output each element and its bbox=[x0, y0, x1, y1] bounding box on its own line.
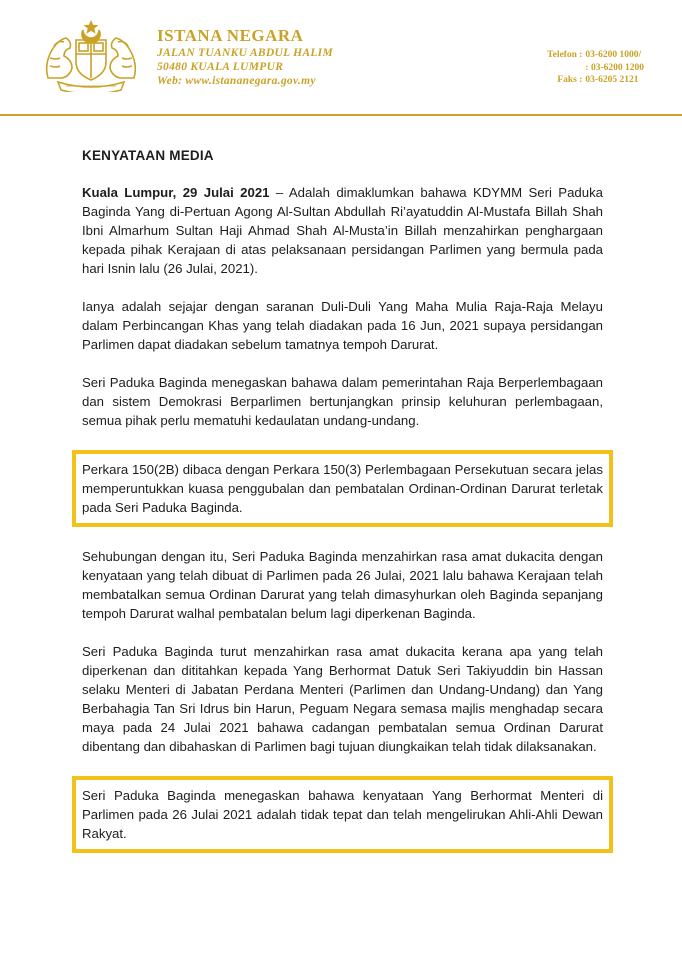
contact-block bbox=[544, 49, 644, 87]
org-name: ISTANA NEGARA bbox=[157, 26, 304, 45]
phone-number-1: 03-6200 1000/ bbox=[585, 50, 642, 60]
website-link[interactable]: Web: www.istananegara.gov.my bbox=[157, 75, 316, 87]
paragraph-5: Sehubungan dengan itu, Seri Paduka Baginda menzahirkan rasa amat dukacita dengan kenyataan yang telah dibuat di Parlimen pada 26 Julai, 2021 lalu bahawa Kerajaan telah membatalkan semua Ordinan Darurat yang telah dimasyhurkan oleh Baginda sepanjang tempoh Darurat walhal pembatalan belum lagi diperkenan Baginda. bbox=[82, 549, 603, 621]
paragraph-3: Seri Paduka Baginda menegaskan bahawa dalam pemerintahan Raja Berperlembagaan dan sistem Demokrasi Berparlimen bertunjangkan prinsip keluhuran perlembagaan, semua pihak perlu mematuhi kedaulatan undang-undang. bbox=[82, 375, 603, 428]
dateline: Kuala Lumpur, 29 Julai 2021 bbox=[82, 185, 270, 200]
org-block bbox=[157, 26, 333, 88]
header-divider bbox=[0, 114, 682, 116]
phone-number-2: : 03-6200 1200 bbox=[585, 62, 644, 73]
fax-number: 03-6205 2121 bbox=[585, 75, 639, 85]
royal-crest-icon bbox=[36, 20, 146, 92]
phone-label: Telefon : bbox=[547, 50, 583, 60]
document-title: KENYATAAN MEDIA bbox=[82, 148, 214, 163]
paragraph-1 bbox=[82, 183, 603, 278]
highlighted-paragraph-7: Seri Paduka Baginda menegaskan bahawa kenyataan Yang Berhormat Menteri di Parlimen pada 26 Julai 2021 adalah tidak tepat dan telah mengelirukan Ahli-Ahli Dewan Rakyat. bbox=[82, 788, 603, 841]
address-line-1: JALAN TUANKU ABDUL HALIM bbox=[157, 47, 333, 59]
paragraph-6: Seri Paduka Baginda turut menzahirkan rasa amat dukacita kerana apa yang telah diperkenan dan dititahkan kepada Yang Berhormat Datuk Seri Takiyuddin bin Hassan selaku Menteri di Jabatan Perdana Menteri (Parlimen dan Undang-Undang) dan Yang Berbahagia Tan Sri Idrus bin Harun, Peguam Negara semasa majlis menghadap secara maya pada 24 Julai 2021 bahawa cadangan pembatalan semua Ordinan Darurat dibentang dan dibahaskan di Parlimen bagi tujuan diungkaikan telah tidak dilaksanakan. bbox=[82, 644, 603, 754]
press-statement bbox=[82, 148, 603, 862]
paragraph-1-text: – Adalah dimaklumkan bahawa KDYMM Seri Paduka Baginda Yang di-Pertuan Agong Al-Sultan Abdullah Ri’ayatuddin Al-Mustafa Billah Shah Ibni Almarhum Sultan Haji Ahmad Shah Al-Musta’in Billah menzahirkan penghargaan kepada pihak Kerajaan di atas pelaksanaan persidangan Parlimen yang bermula pada hari Isnin lalu (26 Julai, 2021). bbox=[82, 185, 604, 276]
highlighted-paragraph-4: Perkara 150(2B) dibaca dengan Perkara 150(3) Perlembagaan Persekutuan secara jelas memperuntukkan kuasa penggubalan dan pembatalan Ordinan-Ordinan Darurat terletak pada Seri Paduka Baginda. bbox=[82, 462, 603, 515]
letterhead bbox=[0, 0, 682, 118]
address-line-2: 50480 KUALA LUMPUR bbox=[157, 61, 284, 73]
fax-label: Faks : bbox=[557, 75, 583, 85]
paragraph-2: Ianya adalah sejajar dengan saranan Duli-Duli Yang Maha Mulia Raja-Raja Melayu dalam Perbincangan Khas yang telah diadakan pada 16 Jun, 2021 supaya persidangan Parlimen dapat diadakan sebelum tamatnya tempoh Darurat. bbox=[82, 299, 603, 352]
